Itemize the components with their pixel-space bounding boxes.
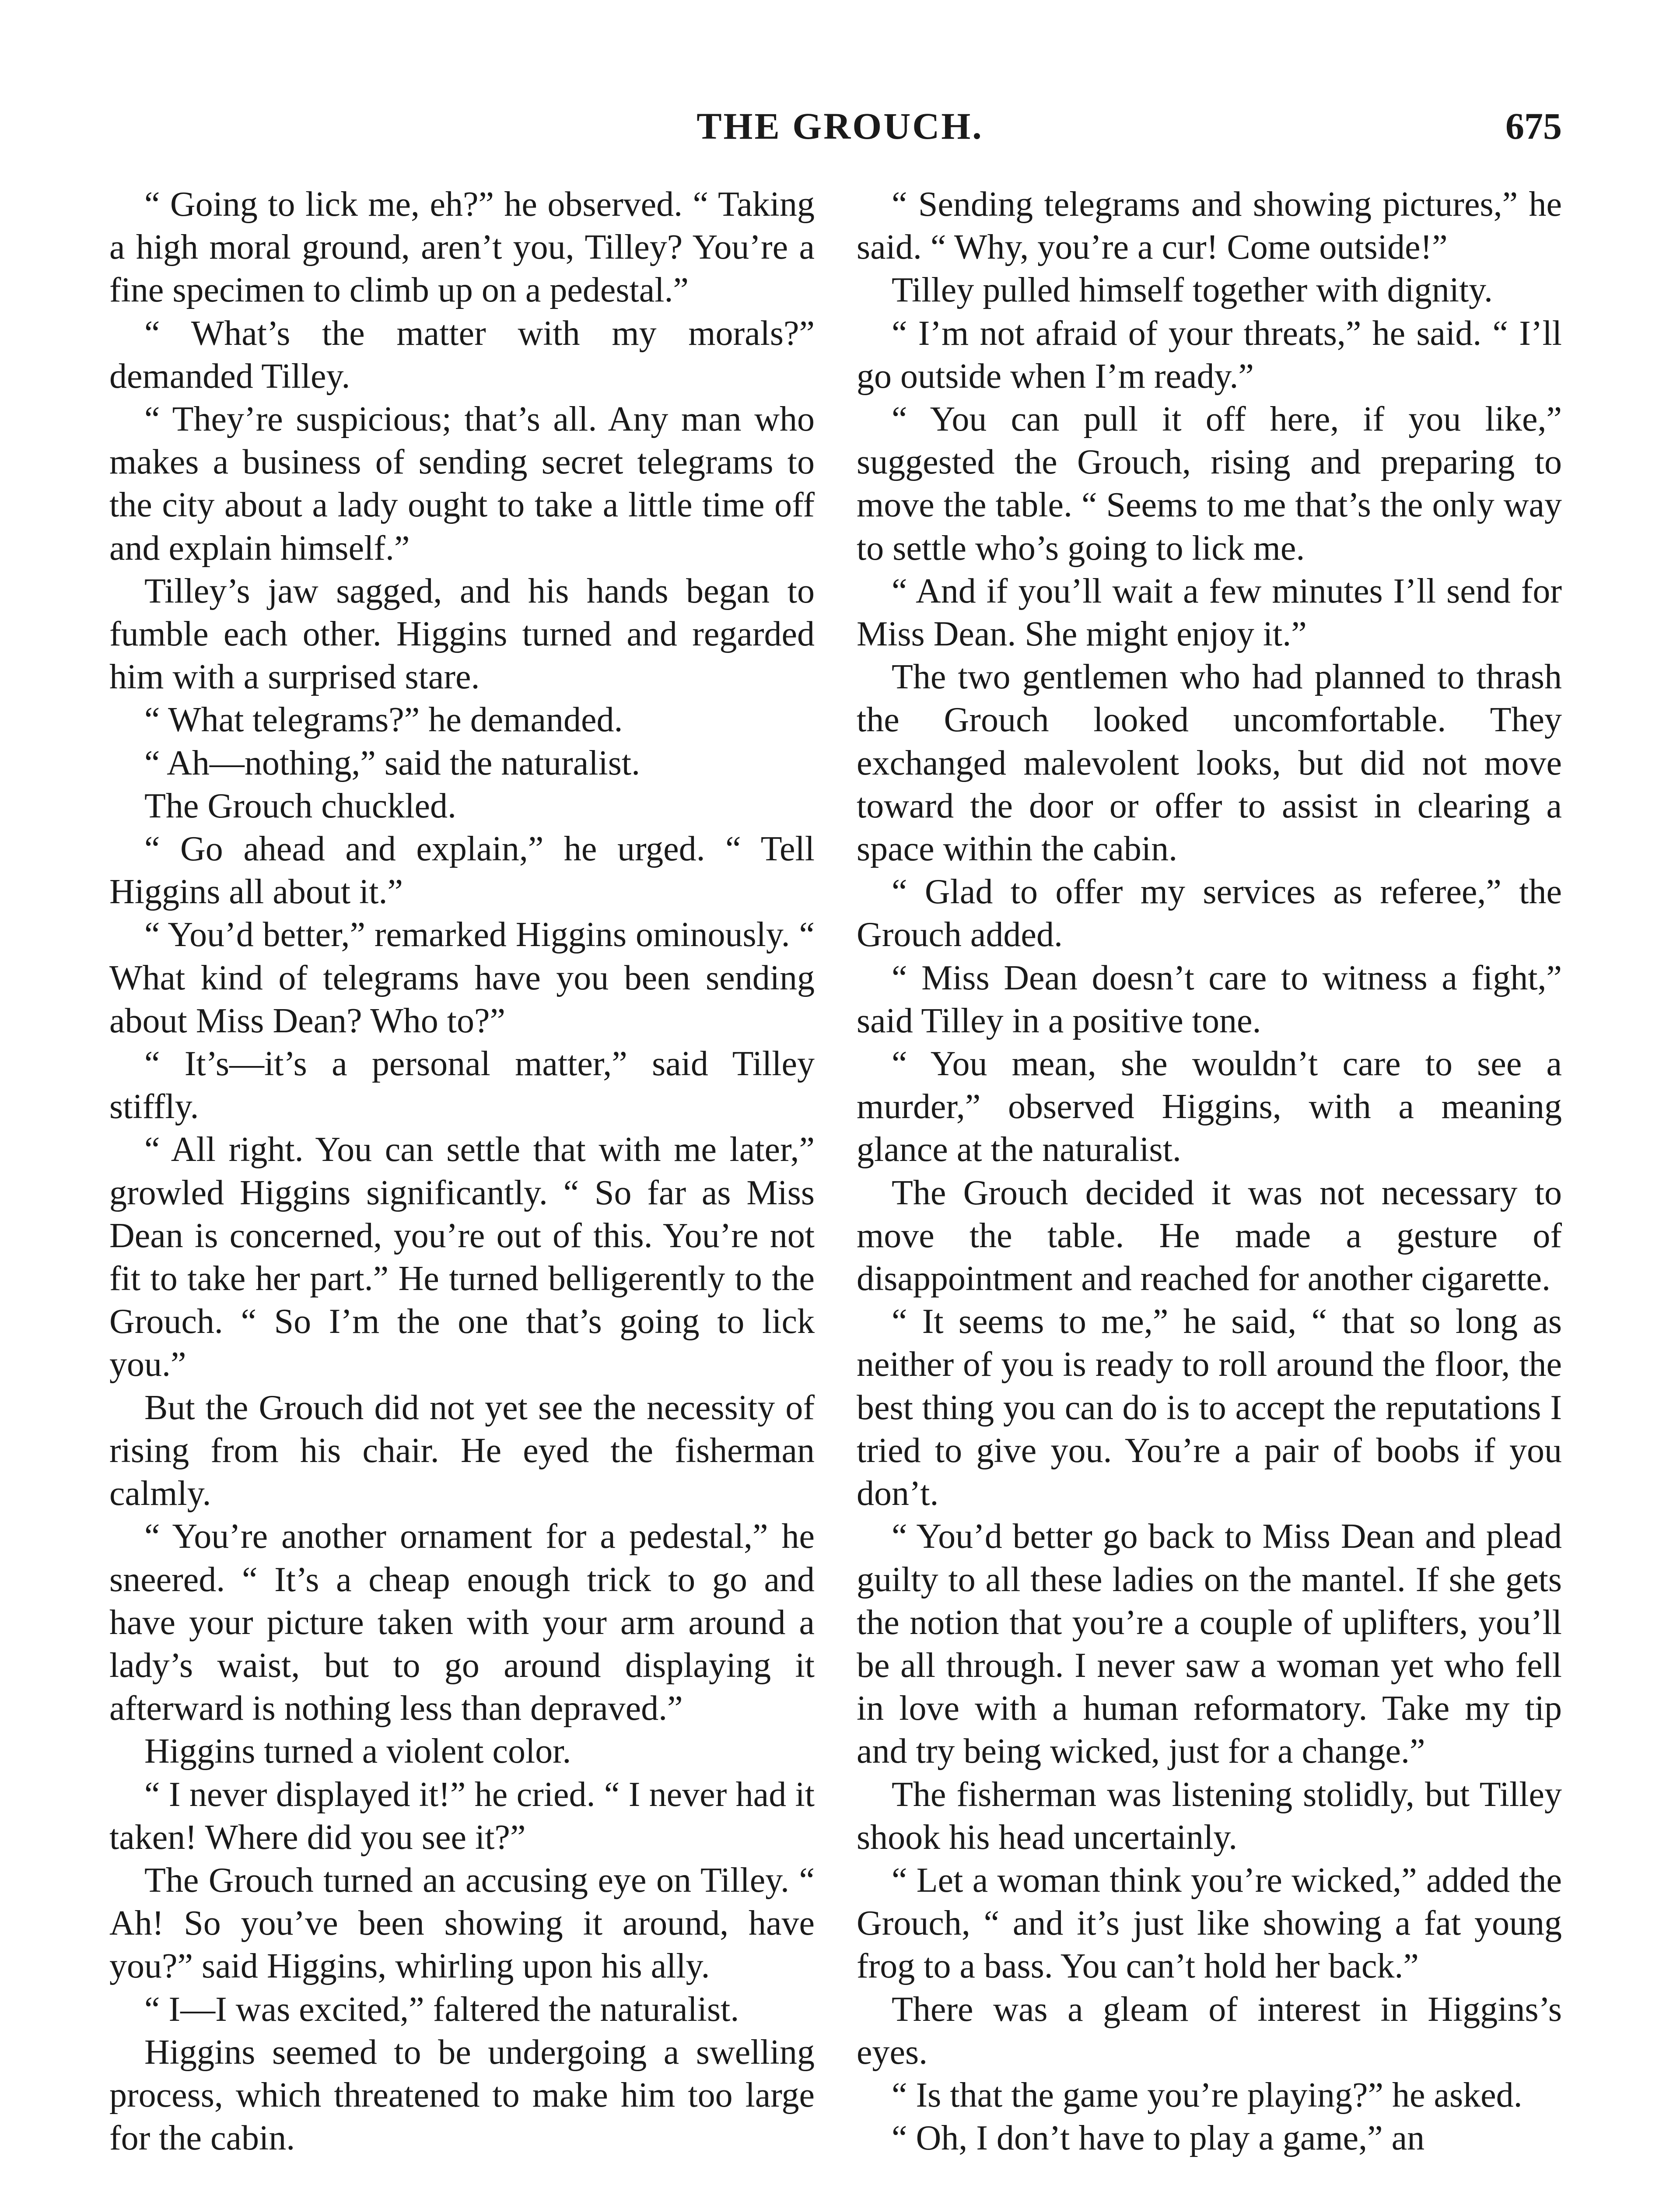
paragraph: “ I’m not afraid of your threats,” he said. “ I’ll go outside when I’m ready.”: [857, 314, 1562, 396]
page-number: 675: [1505, 105, 1562, 147]
paragraph: “ You mean, she wouldn’t care to see a murder,” observed Higgins, with a meaning glance at the naturalist.: [857, 1045, 1562, 1169]
paragraph: “ Sending telegrams and showing pictures,” he said. “ Why, you’re a cur! Come outside!”: [857, 185, 1562, 267]
paragraph: “ Miss Dean doesn’t care to witness a fight,” said Tilley in a positive tone.: [857, 958, 1562, 1040]
paragraph: “ And if you’ll wait a few minutes I’ll send for Miss Dean. She might enjoy it.”: [857, 572, 1562, 654]
right-column: [857, 183, 1562, 2188]
paragraph: “ I—I was excited,” faltered the naturalist.: [144, 1990, 739, 2029]
paragraph: The Grouch chuckled.: [144, 786, 457, 825]
paragraph: Tilley’s jaw sagged, and his hands began to fumble each other. Higgins turned and regarded him with a surprised stare.: [109, 572, 815, 697]
paragraph: “ I never displayed it!” he cried. “ I never had it taken! Where did you see it?”: [109, 1775, 815, 1857]
paragraph: “ Go ahead and explain,” he urged. “ Tell Higgins all about it.”: [109, 830, 815, 912]
paragraph: “ Is that the game you’re playing?” he asked.: [892, 2076, 1522, 2114]
paragraph: Higgins turned a violent color.: [144, 1732, 571, 1771]
paragraph: Tilley pulled himself together with dignity.: [892, 271, 1493, 310]
paragraph: “ Let a woman think you’re wicked,” added the Grouch, “ and it’s just like showing a fat young frog to a bass. You can’t hold her back.”: [857, 1861, 1562, 1986]
paragraph: “ You can pull it off here, if you like,” suggested the Grouch, rising and preparing to move the table. “ Seems to me that’s the only way to settle who’s going to lick me.: [857, 400, 1562, 568]
paragraph: There was a gleam of interest in Higgins’s eyes.: [857, 1990, 1562, 2072]
paragraph: The fisherman was listening stolidly, but Tilley shook his head uncertainly.: [857, 1775, 1562, 1857]
paragraph: The Grouch decided it was not necessary to move the table. He made a gesture of disappointment and reached for another cigarette.: [857, 1173, 1562, 1298]
paragraph: “ You’re another ornament for a pedestal,” he sneered. “ It’s a cheap enough trick to go and have your picture taken with your arm around a lady’s waist, but to go around displaying it afterward is nothing less than depraved.”: [109, 1517, 815, 1728]
paragraph: “ Ah—nothing,” said the naturalist.: [144, 743, 640, 782]
paragraph: “ It’s—it’s a personal matter,” said Tilley stiffly.: [109, 1045, 815, 1126]
paragraph: “ Glad to offer my services as referee,” the Grouch added.: [857, 873, 1562, 954]
paragraph: “ Oh, I don’t have to play a game,” an: [892, 2119, 1425, 2158]
paragraph: “ All right. You can settle that with me later,” growled Higgins significantly. “ So far as Miss Dean is concerned, you’re out of this. You’re not fit to take her part.” He turned belligerently to the Grouch. “ So I’m the one that’s going to lick you.”: [109, 1130, 815, 1384]
paragraph: “ You’d better go back to Miss Dean and plead guilty to all these ladies on the mantel. If she gets the notion that you’re a couple of uplifters, you’ll be all through. I never saw a woman yet who fell in love with a human reformatory. Take my tip and try being wicked, just for a change.”: [857, 1517, 1562, 1771]
paragraph: “ What telegrams?” he demanded.: [144, 701, 623, 740]
running-title: THE GROUCH.: [696, 105, 984, 147]
paragraph: But the Grouch did not yet see the necessity of rising from his chair. He eyed the fisherman calmly.: [109, 1388, 815, 1513]
paragraph: The two gentlemen who had planned to thrash the Grouch looked uncomfortable. They exchanged malevolent looks, but did not move toward the door or offer to assist in clearing a space within the cabin.: [857, 658, 1562, 869]
paragraph: “ Going to lick me, eh?” he observed. “ Taking a high moral ground, aren’t you, Tilley? You’re a fine specimen to climb up on a pedestal.”: [109, 185, 815, 310]
paragraph: “ It seems to me,” he said, “ that so long as neither of you is ready to roll around the floor, the best thing you can do is to accept the reputations I tried to give you. You’re a pair of boobs if you don’t.: [857, 1302, 1562, 1513]
left-column: [109, 183, 815, 2188]
paragraph: “ You’d better,” remarked Higgins ominously. “ What kind of telegrams have you been sending about Miss Dean? Who to?”: [109, 915, 815, 1040]
running-head: [105, 104, 1575, 152]
paragraph: “ What’s the matter with my morals?” demanded Tilley.: [109, 314, 815, 396]
paragraph: “ They’re suspicious; that’s all. Any man who makes a business of sending secret telegrams to the city about a lady ought to take a little time off and explain himself.”: [109, 400, 815, 568]
paragraph: The Grouch turned an accusing eye on Tilley. “ Ah! So you’ve been showing it around, have you?” said Higgins, whirling upon his ally.: [109, 1861, 815, 1986]
paragraph: Higgins seemed to be undergoing a swelling process, which threatened to make him too large for the cabin.: [109, 2033, 815, 2158]
